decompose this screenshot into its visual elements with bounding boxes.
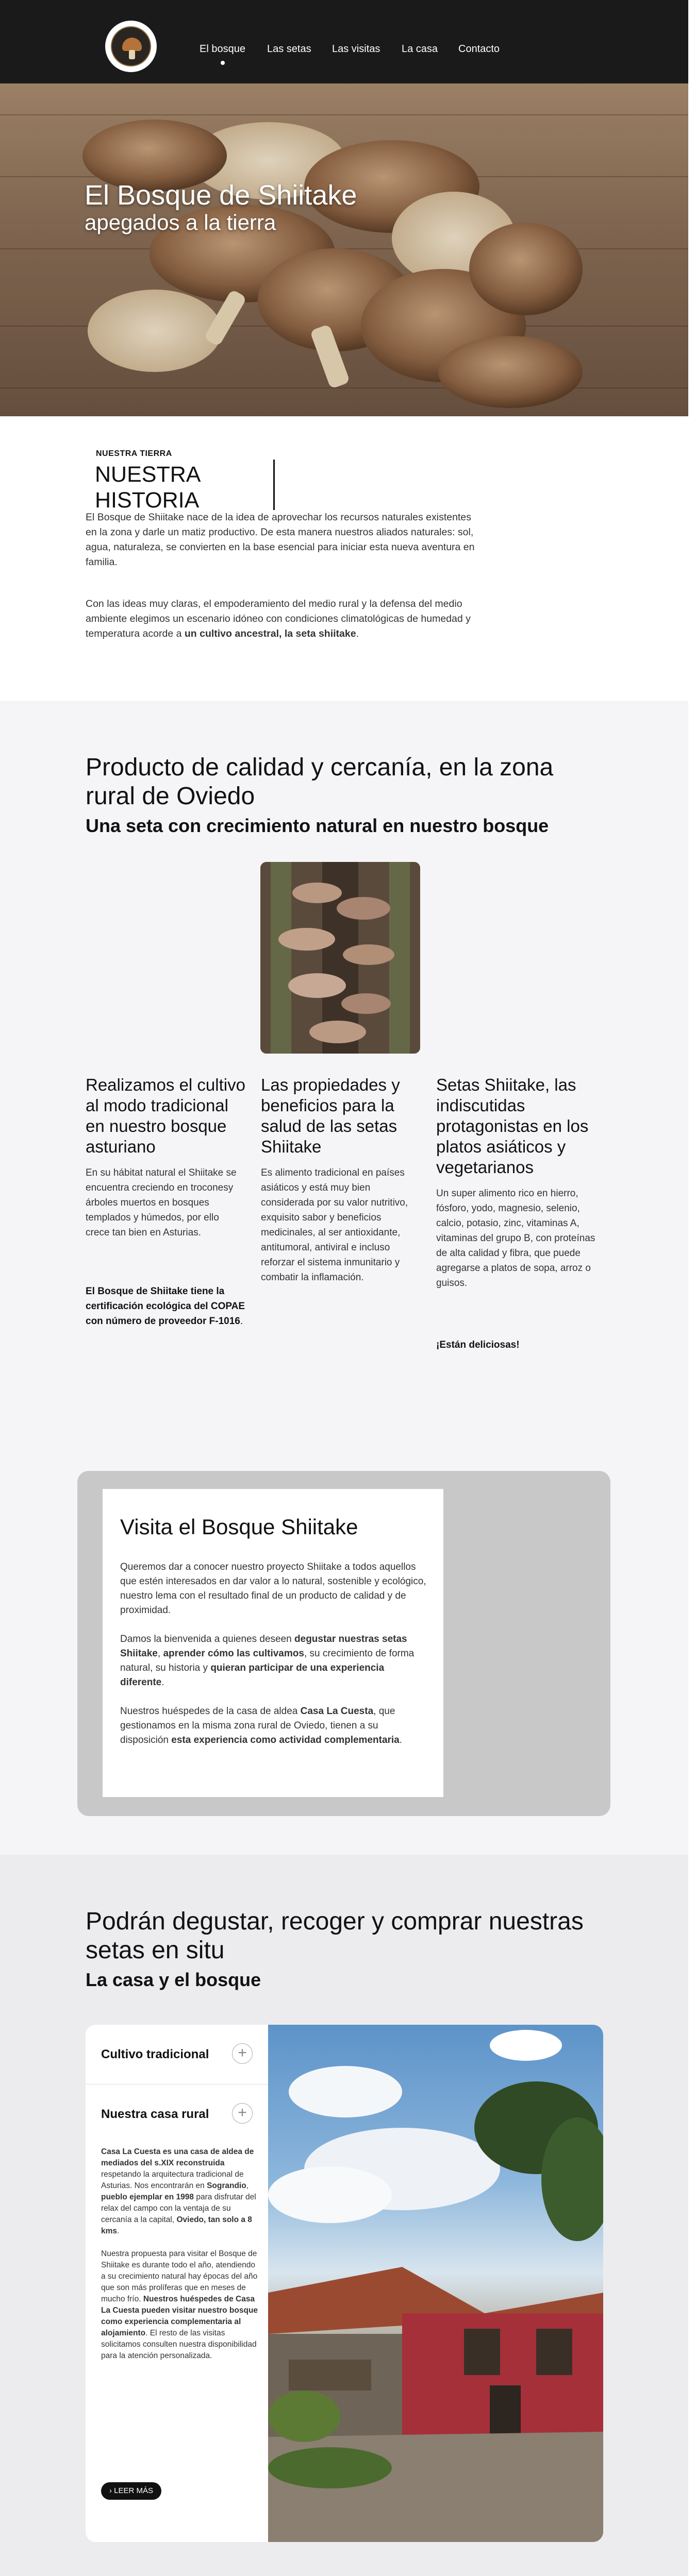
col-3-tagline: ¡Están deliciosas!: [436, 1340, 520, 1350]
hero-banner: [0, 83, 688, 416]
leer-mas-button[interactable]: › LEER MÁS: [101, 2482, 161, 2500]
expand-plus-icon[interactable]: +: [232, 2043, 253, 2064]
col-3-text: Un super alimento rico en hierro, fósforo, yodo, magnesio, selenio, calcio, potasio, zinc, vitaminas A, vitaminas del grupo B, con proteínas de alta calidad y fibra, que puede agregarse a platos de sopa, arroz o guisos.: [436, 1188, 595, 1289]
col-1-title: Realizamos el cultivo al modo tradicional en nuestro bosque asturiano: [86, 1075, 245, 1156]
casa-subtitle: La casa y el bosque: [86, 1969, 261, 1990]
brand-logo[interactable]: [105, 21, 157, 72]
col-1-certification: El Bosque de Shiitake tiene la certificación ecológica del COPAE con número de proveedor F-1016.: [86, 1286, 245, 1327]
accordion-label-cultivo: Cultivo tradicional: [101, 2047, 209, 2061]
casa-paragraph-2: Nuestra propuesta para visitar el Bosque de Shiitake es durante todo el año, atendiendo a su crecimiento natural hay épocas del año que son más prolíferas que en meses de mucho frío. Nuestros huéspedes de Casa La Cuesta pueden visitar nuestro bosque como experiencia complementaria al alojamiento. El resto de las visitas solicitamos consulten nuestra disponibilidad para la atención personalizada.: [101, 2249, 258, 2360]
casa-title: Podrán degustar, recoger y comprar nuestras setas en situ: [86, 1908, 584, 1964]
historia-title: NUESTRA HISTORIA: [95, 462, 200, 513]
producto-subtitle: Una seta con crecimiento natural en nuestro bosque: [86, 815, 549, 836]
accordion-item-casa-rural[interactable]: [86, 2084, 268, 2144]
visita-text: [120, 1560, 427, 1748]
accordion-item-cultivo[interactable]: [86, 2025, 268, 2084]
historia-paragraph-2: Con las ideas muy claras, el empoderamiento del medio rural y la defensa del medio ambiente elegimos un escenario idóneo con condiciones climatológicas de humedad y temperatura acorde a un cultivo ancestral, la seta shiitake.: [86, 598, 471, 639]
col-1-text: En su hábitat natural el Shiitake se encuentra creciendo en troconesy árboles muertos en bosques templados y húmedos, por ello crece tan bien en Asturias.: [86, 1167, 237, 1238]
accordion: [86, 2025, 268, 2542]
nav-item-las-visitas[interactable]: Las visitas: [332, 43, 380, 55]
shiitake-log-photo: [260, 862, 420, 1054]
historia-divider: [273, 460, 275, 510]
visita-title: Visita el Bosque Shiitake: [120, 1515, 358, 1539]
col-3-title: Setas Shiitake, las indiscutidas protagonistas en los platos asiáticos y vegetarianos: [436, 1075, 589, 1177]
visita-paragraph-2: Damos la bienvenida a quienes deseen degustar nuestras setas Shiitake, aprender cómo las cultivamos, su crecimiento de forma natural, su historia y quieran participar de una experiencia diferente.: [120, 1634, 415, 1688]
nav-item-contacto[interactable]: Contacto: [458, 43, 500, 55]
visita-paragraph-3: Nuestros huéspedes de la casa de aldea Casa La Cuesta, que gestionamos en la misma zona rural de Oviedo, tienen a su disposición esta experiencia como actividad complementaria.: [120, 1706, 403, 1745]
hero-subtitle: apegados a la tierra: [85, 210, 276, 234]
nav-item-la-casa[interactable]: La casa: [402, 43, 438, 55]
casa-paragraph-1: Casa La Cuesta es una casa de aldea de mediados del s.XIX reconstruida respetando la arquitectura tradicional de Asturias. Nos encontrarán en Sograndio, pueblo ejemplar en 1998 para disfrutar del relax del campo con la ventaja de su cercanía a la capital, Oviedo, tan solo a 8 kms.: [101, 2147, 256, 2235]
historia-paragraph-1: El Bosque de Shiitake nace de la idea de aprovechar los recursos naturales existentes en la zona y darle un matiz productivo. De esta manera nuestros aliados naturales: sol, agua, naturaleza, se convierten en la base esencial para iniciar esta nueva aventura en familia.: [86, 512, 475, 568]
expand-plus-icon[interactable]: +: [232, 2103, 253, 2124]
nav-item-las-setas[interactable]: Las setas: [267, 43, 311, 55]
casa-card: [86, 2025, 603, 2542]
site-header: [0, 0, 688, 83]
historia-eyebrow: NUESTRA TIERRA: [96, 449, 172, 458]
accordion-body: [101, 2146, 259, 2362]
col-2-title: Las propiedades y beneficios para la salud de las setas Shiitake: [261, 1075, 400, 1156]
visita-paragraph-1: Queremos dar a conocer nuestro proyecto Shiitake a todos aquellos que estén interesados en dar valor a lo natural, sostenible y ecológico, nuestro lema con el resultado final de un producto de calidad y de proximidad.: [120, 1562, 426, 1616]
hero-title: El Bosque de Shiitake: [85, 180, 357, 211]
col-2-text: Es alimento tradicional en países asiáticos y está muy bien considerada por su valor nutritivo, exquisito sabor y beneficios medicinales, al ser antioxidante, antitumoral, antiviral e incluso reforzar el sistema inmunitario y combatir la inflamación.: [261, 1167, 408, 1283]
chevron-right-icon: ›: [109, 2486, 114, 2495]
mushroom-logo-icon: [111, 26, 151, 66]
rural-house-photo: [268, 2025, 603, 2542]
producto-title: Producto de calidad y cercanía, en la zona rural de Oviedo: [86, 754, 554, 810]
active-nav-indicator: [221, 61, 225, 65]
accordion-label-casa-rural: Nuestra casa rural: [101, 2107, 209, 2121]
nav-item-el-bosque[interactable]: El bosque: [200, 43, 245, 55]
